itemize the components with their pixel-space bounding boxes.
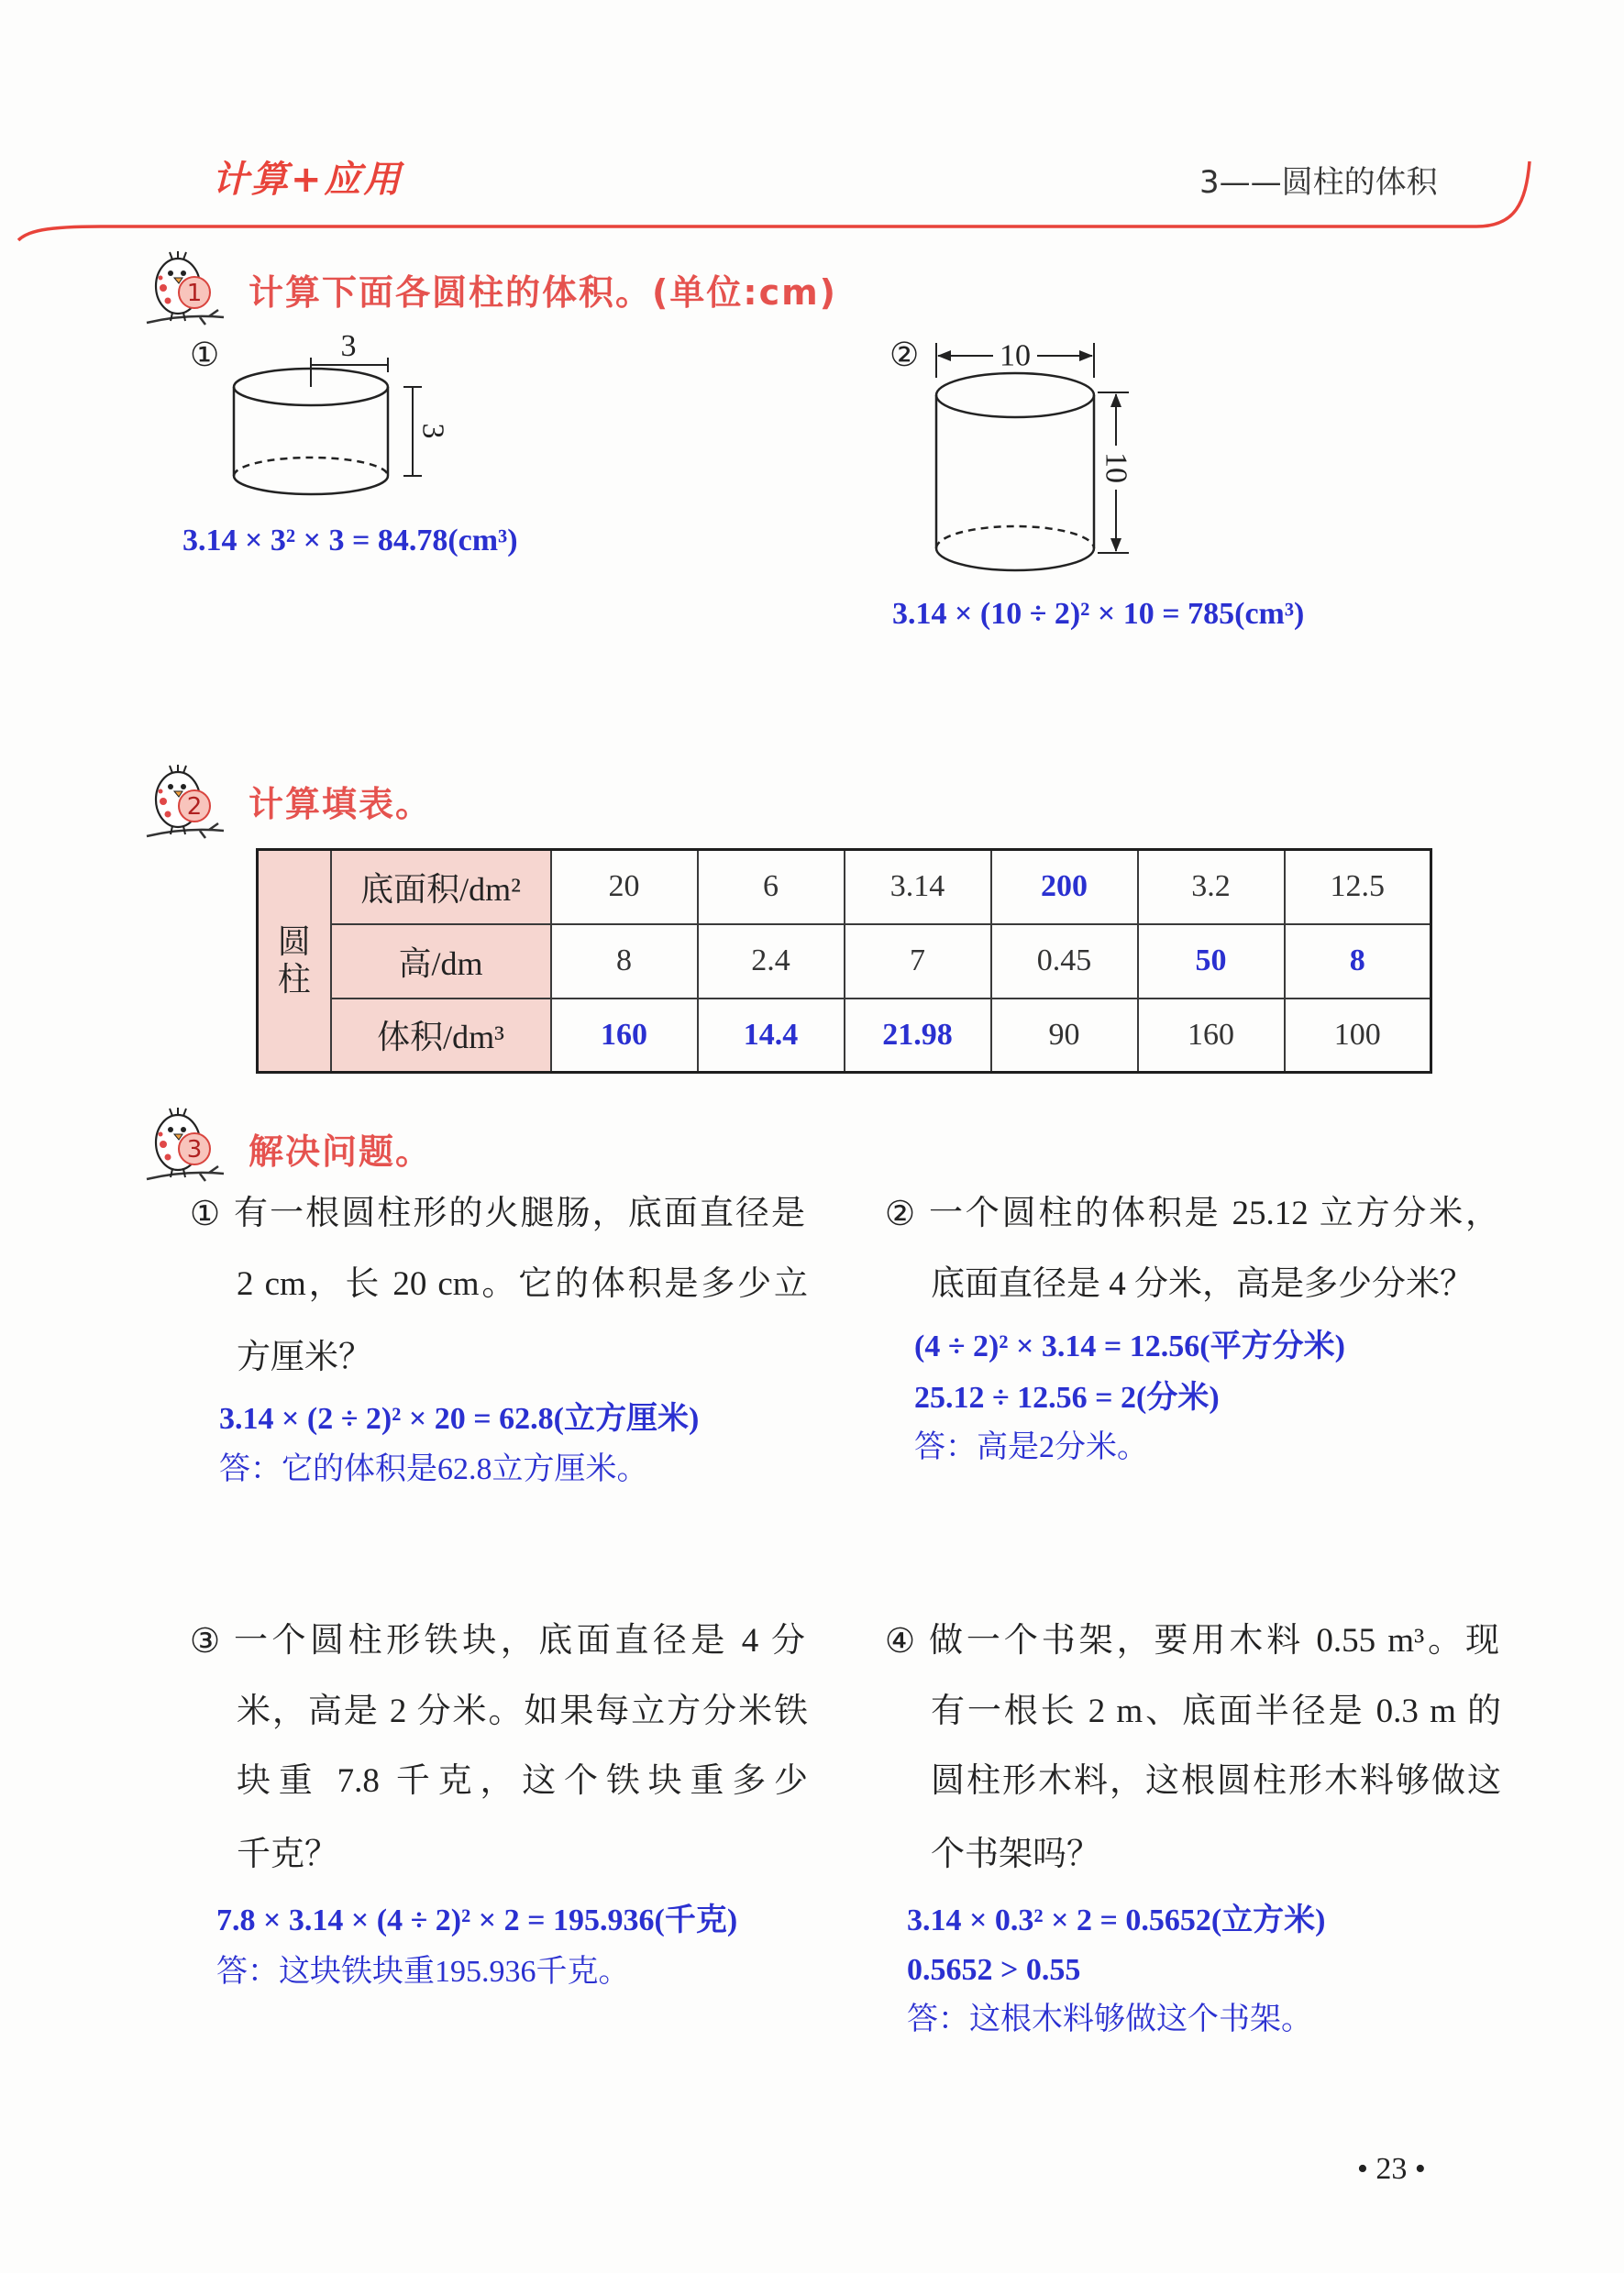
bird-spot [165,298,171,304]
bird-eye [168,1127,173,1132]
table-cell: 160 [1138,999,1285,1073]
problem-1-answer-formula: 3.14 × (2 ÷ 2)² × 20 = 62.8(立方厘米) [219,1402,700,1436]
section-label: 计算+应用 [212,159,403,201]
problem-4-line: 做一个书架，要用木料 0.55 m³。现 [929,1622,1499,1660]
bird-eye [168,270,173,276]
table-cell-answer: 21.98 [845,999,991,1073]
exercise-1-title: 计算下面各圆柱的体积。(单位:cm) [249,272,838,313]
problem-3-line: 一个圆柱形铁块，底面直径是 4 分 [234,1622,805,1660]
table-cell: 6 [698,850,845,924]
table-cell-answer: 50 [1138,924,1285,999]
bird-spot [160,798,167,805]
bird-eye [181,1127,186,1132]
cylinder-2-bottom-back [936,526,1094,548]
exercise-number: 3 [186,1136,203,1164]
cylinder-1-radius-label: 3 [340,329,357,363]
problem-1-line: 方厘米？ [237,1339,372,1376]
table-cell: 100 [1285,999,1431,1073]
problem-3-line: 块重 7.8 千克，这个铁块重多少 [237,1762,808,1800]
table-row-volume [258,999,1431,1073]
bird-spot [165,811,171,818]
figure-2-label: ② [889,337,920,374]
table-cell: 3.14 [845,850,991,924]
row-label: 底面积/dm² [331,850,551,924]
cylinder-1-bottom-back [234,458,388,476]
table-cell: 90 [991,999,1138,1073]
figure-1-label: ① [190,337,220,374]
figure-1-answer: 3.14 × 3² × 3 = 84.78(cm³) [182,524,518,557]
bird-eye [181,270,186,276]
exercise-3-title: 解决问题。 [249,1131,433,1172]
problem-4-answer-formula: 0.5652 > 0.55 [907,1953,1081,1987]
problem-3-line: 米，高是 2 分米。如果每立方分米铁 [237,1693,808,1730]
cylinder-2-bottom-front [936,548,1094,570]
problem-4-line: 有一根长 2 m、底面半径是 0.3 m 的 [931,1693,1501,1730]
cylinder-2-diameter-arrow-left [937,350,951,361]
problem-4-line: 个书架吗？ [931,1836,1100,1873]
bird-spot [160,1141,167,1148]
cylinder-1-height-label: 3 [415,423,450,439]
cylinder-figure-1 [234,329,450,494]
problem-1-label: ① [190,1194,221,1233]
problem-3-answer-text: 答：这块铁块重195.936千克。 [216,1955,630,1989]
bird-spot [160,284,167,292]
cylinder-2-height-arrow-bottom [1110,538,1121,552]
problem-4-label: ④ [885,1621,916,1661]
table-cell-answer: 8 [1285,924,1431,999]
bird-spot [165,1154,171,1161]
problem-2-line: 底面直径是 4 分米，高是多少分米？ [931,1265,1474,1303]
figure-2-answer: 3.14 × (10 ÷ 2)² × 10 = 785(cm³) [892,597,1305,631]
bird-eye [168,784,173,789]
problem-1-line: 2 cm，长 20 cm。它的体积是多少立 [237,1265,808,1303]
table-cell-answer: 200 [991,850,1138,924]
cylinder-2-height-label: 10 [1099,452,1133,483]
exercise-2-title: 计算填表。 [249,784,433,824]
table-cell: 8 [551,924,698,999]
bird-eye [181,784,186,789]
exercise-3-bird-icon [145,1102,226,1186]
bird-spot [159,1132,163,1137]
problem-4-line: 圆柱形木料，这根圆柱形木料够做这 [931,1762,1501,1800]
problem-3-answer-formula: 7.8 × 3.14 × (4 ÷ 2)² × 2 = 195.936(千克) [216,1903,738,1937]
group-label-text: 圆柱 [277,922,311,998]
cylinder-2-diameter-arrow-right [1079,350,1093,361]
lesson-title: 3——圆柱的体积 [1199,164,1438,201]
exercise-number: 1 [186,280,203,307]
table-cell: 3.2 [1138,850,1285,924]
row-label: 高/dm [331,924,551,999]
bird-spot [159,789,163,794]
exercise-1-bird-icon [145,246,226,330]
problem-2-line: 一个圆柱的体积是 25.12 立方分米， [929,1195,1499,1232]
bird-spot [159,276,163,281]
table-row-base-area [258,850,1431,924]
table-cell-answer: 160 [551,999,698,1073]
cylinder-1-bottom-front [234,476,388,494]
fill-in-table [256,848,1432,1074]
problem-2-answer-formula: 25.12 ÷ 12.56 = 2(分米) [914,1381,1220,1415]
exercise-2-bird-icon [145,759,226,844]
table-cell: 0.45 [991,924,1138,999]
table-cell: 20 [551,850,698,924]
table-cell: 7 [845,924,991,999]
cylinder-figure-2 [936,339,1133,571]
table-group-label [258,850,331,1073]
cylinder-2-diameter-label: 10 [1000,338,1031,373]
problem-1-answer-text: 答：它的体积是62.8立方厘米。 [219,1452,648,1486]
page-number: • 23 • [1357,2152,1426,2186]
problem-4-answer-text: 答：这根木料够做这个书架。 [907,2003,1312,2036]
cylinder-2-top [936,373,1094,417]
problem-2-label: ② [885,1194,916,1233]
problem-4-answer-formula: 3.14 × 0.3² × 2 = 0.5652(立方米) [907,1903,1326,1937]
table-cell-answer: 14.4 [698,999,845,1073]
table-cell: 2.4 [698,924,845,999]
problem-3-label: ③ [190,1621,221,1661]
problem-3-line: 千克？ [237,1836,338,1873]
cylinder-2-height-arrow-top [1110,393,1121,407]
table-cell: 12.5 [1285,850,1431,924]
problem-2-answer-text: 答：高是2分米。 [914,1430,1148,1464]
table-row-height [258,924,1431,999]
exercise-number: 2 [186,793,203,821]
problem-2-answer-formula: (4 ÷ 2)² × 3.14 = 12.56(平方分米) [914,1330,1345,1363]
header-rule [18,161,1530,240]
row-label: 体积/dm³ [331,999,551,1073]
problem-1-line: 有一根圆柱形的火腿肠，底面直径是 [234,1195,805,1232]
